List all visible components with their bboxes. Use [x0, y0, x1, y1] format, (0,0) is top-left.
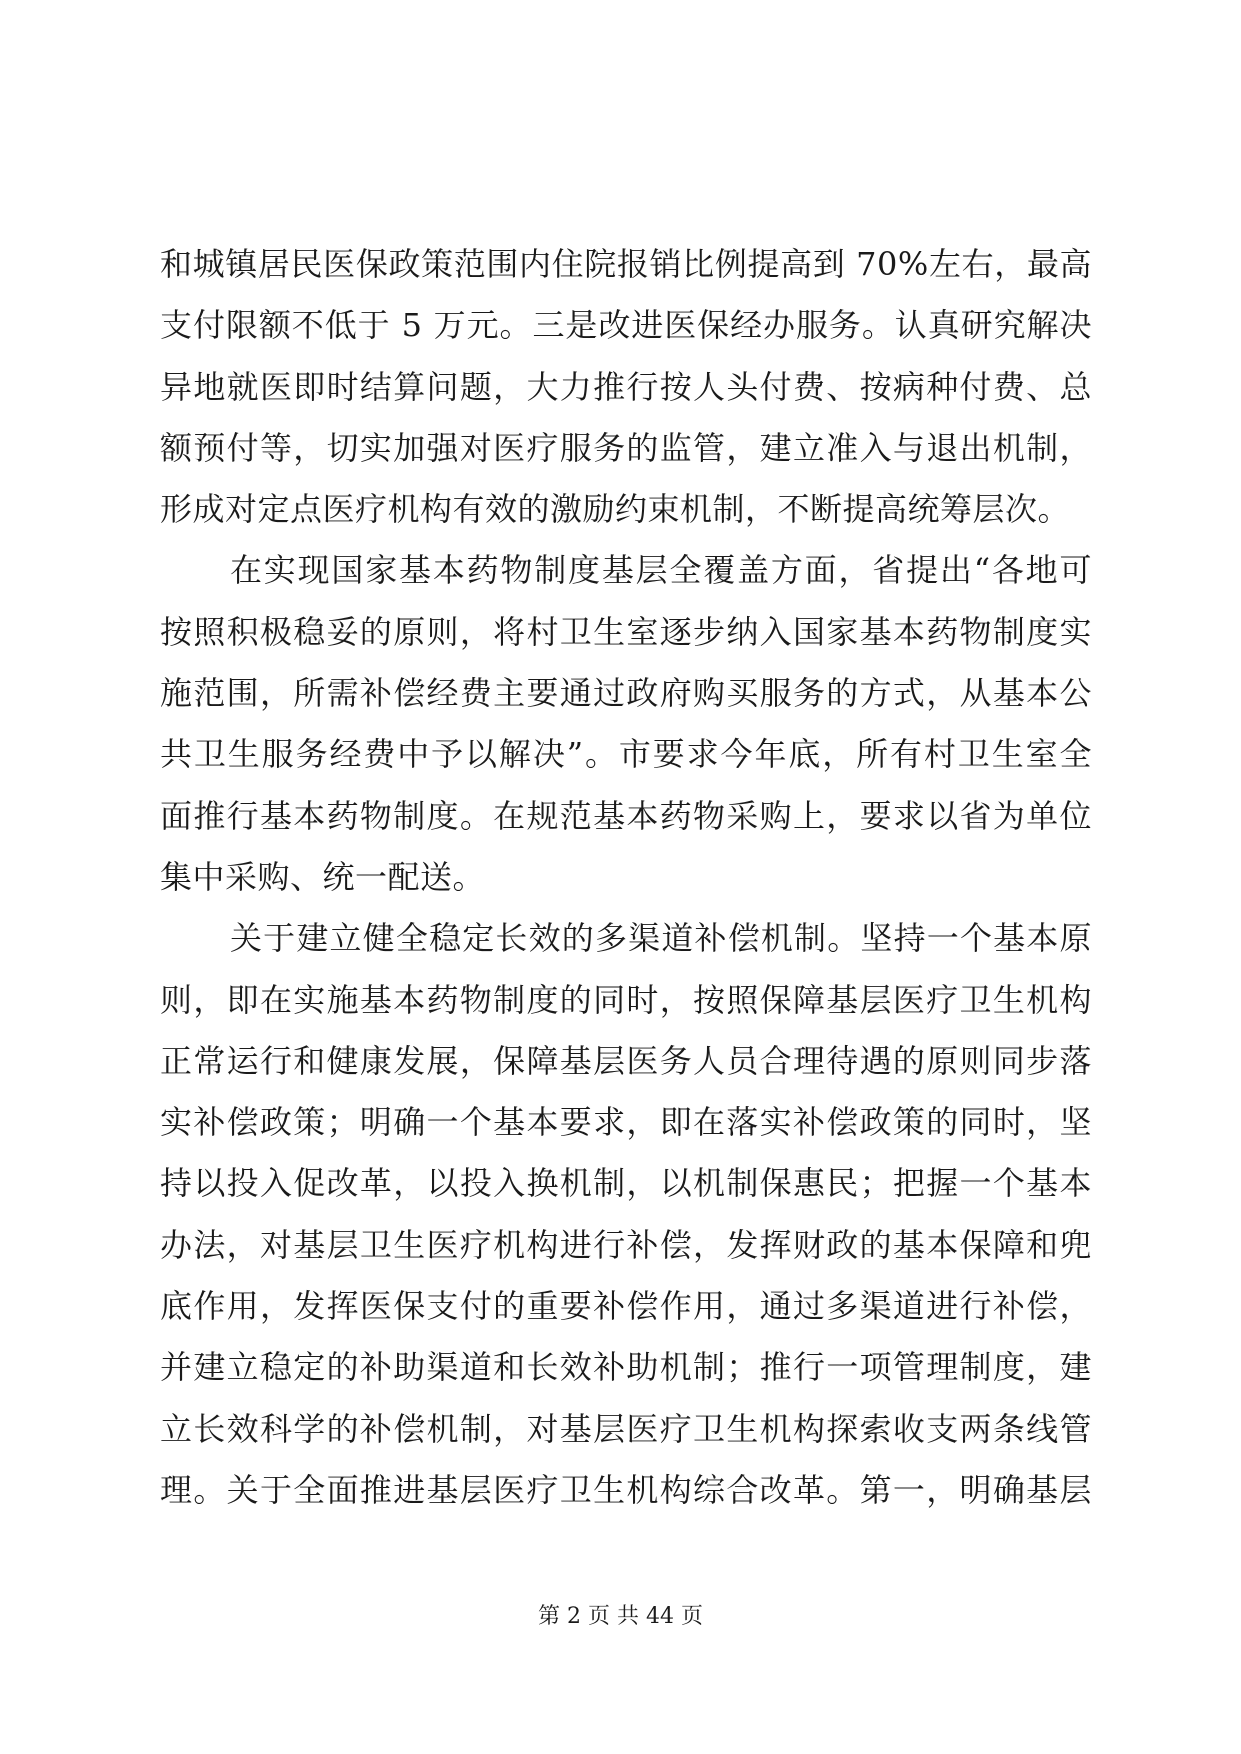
text-line: 和城镇居民医保政策范围内住院报销比例提高到 70%左右，最高	[160, 245, 1092, 283]
document-body	[160, 234, 1092, 1521]
text-line: 集中采购、统一配送。	[160, 857, 486, 896]
text-line: 底作用，发挥医保支付的重要补偿作用，通过多渠道进行补偿，	[160, 1287, 1092, 1326]
text-line: 实补偿政策；明确一个基本要求，即在落实补偿政策的同时，坚	[160, 1103, 1092, 1142]
text-line: 形成对定点医疗机构有效的激励约束机制，不断提高统筹层次。	[160, 490, 1071, 529]
text-line: 立长效科学的补偿机制，对基层医疗卫生机构探索收支两条线管	[160, 1409, 1092, 1448]
page-number-label: 第 2 页 共 44 页	[538, 1604, 703, 1629]
text-line: 面推行基本药物制度。在规范基本药物采购上，要求以省为单位	[160, 796, 1092, 835]
text-line: 共卫生服务经费中予以解决”。市要求今年底，所有村卫生室全	[160, 735, 1092, 774]
page-footer	[0, 1602, 1241, 1632]
text-line: 则，即在实施基本药物制度的同时，按照保障基层医疗卫生机构	[160, 980, 1092, 1019]
text-line: 异地就医即时结算问题，大力推行按人头付费、按病种付费、总	[160, 367, 1092, 406]
text-line: 持以投入促改革，以投入换机制，以机制保惠民；把握一个基本	[160, 1164, 1092, 1203]
text-line: 按照积极稳妥的原则，将村卫生室逐步纳入国家基本药物制度实	[160, 612, 1092, 651]
text-line: 正常运行和健康发展，保障基层医务人员合理待遇的原则同步落	[160, 1041, 1092, 1080]
text-line: 关于建立健全稳定长效的多渠道补偿机制。坚持一个基本原	[230, 919, 1092, 958]
text-line: 施范围，所需补偿经费主要通过政府购买服务的方式，从基本公	[160, 674, 1092, 713]
text-line: 支付限额不低于 5 万元。三是改进医保经办服务。认真研究解决	[160, 306, 1092, 345]
text-line: 理。关于全面推进基层医疗卫生机构综合改革。第一，明确基层	[160, 1470, 1092, 1509]
text-line: 额预付等，切实加强对医疗服务的监管，建立准入与退出机制，	[160, 428, 1092, 467]
text-line: 办法，对基层卫生医疗机构进行补偿，发挥财政的基本保障和兜	[160, 1225, 1092, 1264]
text-line: 并建立稳定的补助渠道和长效补助机制；推行一项管理制度，建	[160, 1348, 1092, 1387]
text-line: 在实现国家基本药物制度基层全覆盖方面，省提出“各地可	[230, 551, 1092, 590]
